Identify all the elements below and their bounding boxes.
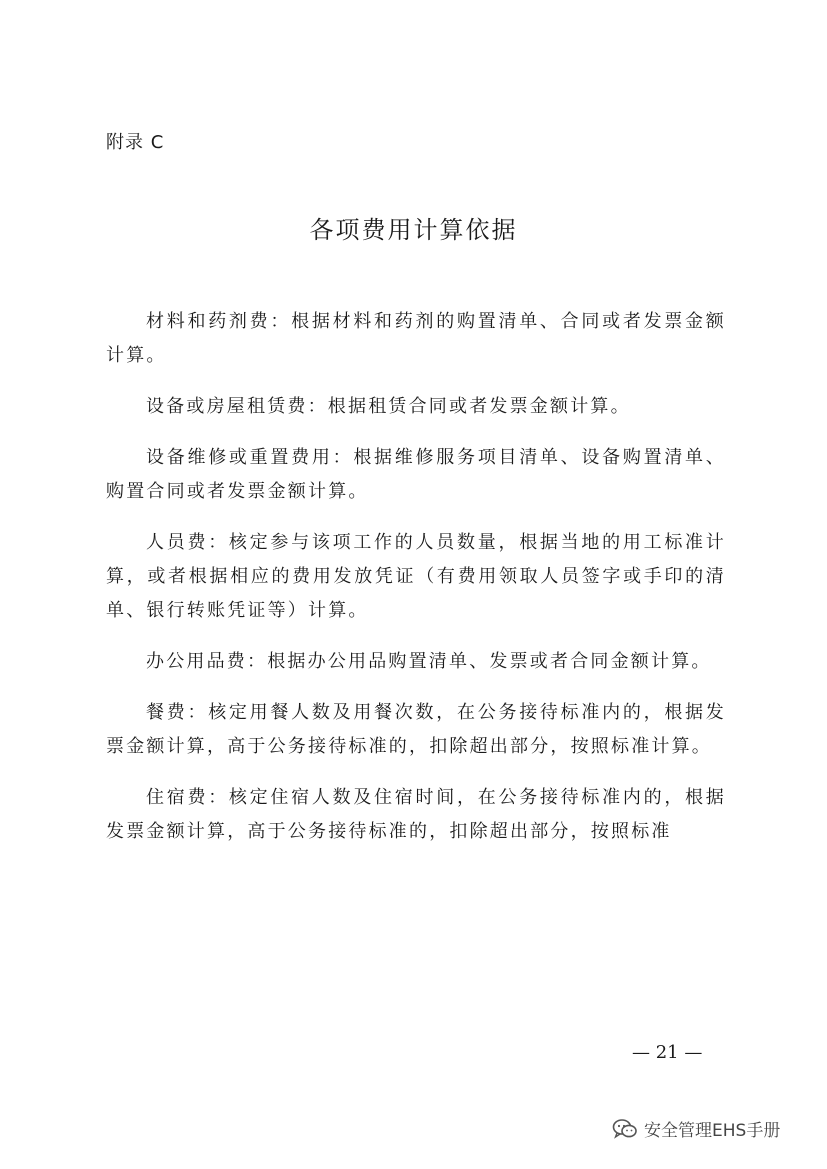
paragraph-rental: 设备或房屋租赁费：根据租赁合同或者发票金额计算。: [146, 396, 631, 417]
page-number: — 21 —: [632, 1042, 703, 1063]
paragraph-accommodation: 住宿费：核定住宿人数及住宿时间，在公务接待标准内的，根据发票金额计算，高于公务接待标准的，扣除超出部分，按照标准: [106, 787, 726, 842]
watermark: [612, 1116, 780, 1141]
document-title: 各项费用计算依据: [309, 216, 518, 244]
paragraph-meals: 餐费：核定用餐人数及用餐次数，在公务接待标准内的，根据发票金额计算，高于公务接待标准的，扣除超出部分，按照标准计算。: [106, 702, 726, 757]
document-body: [106, 305, 726, 866]
paragraph-materials: 材料和药剂费：根据材料和药剂的购置清单、合同或者发票金额计算。: [106, 311, 726, 366]
paragraph-office-supplies: 办公用品费：根据办公用品购置清单、发票或者合同金额计算。: [146, 651, 712, 672]
wechat-icon: [612, 1118, 638, 1140]
appendix-label: 附录 C: [106, 132, 165, 153]
paragraph-personnel: 人员费：核定参与该项工作的人员数量，根据当地的用工标准计算，或者根据相应的费用发放凭证（有费用领取人员签字或手印的清单、银行转账凭证等）计算。: [106, 532, 726, 621]
paragraph-equipment-repair: 设备维修或重置费用：根据维修服务项目清单、设备购置清单、购置合同或者发票金额计算。: [106, 447, 726, 502]
watermark-text: 安全管理EHS手册: [644, 1121, 781, 1141]
